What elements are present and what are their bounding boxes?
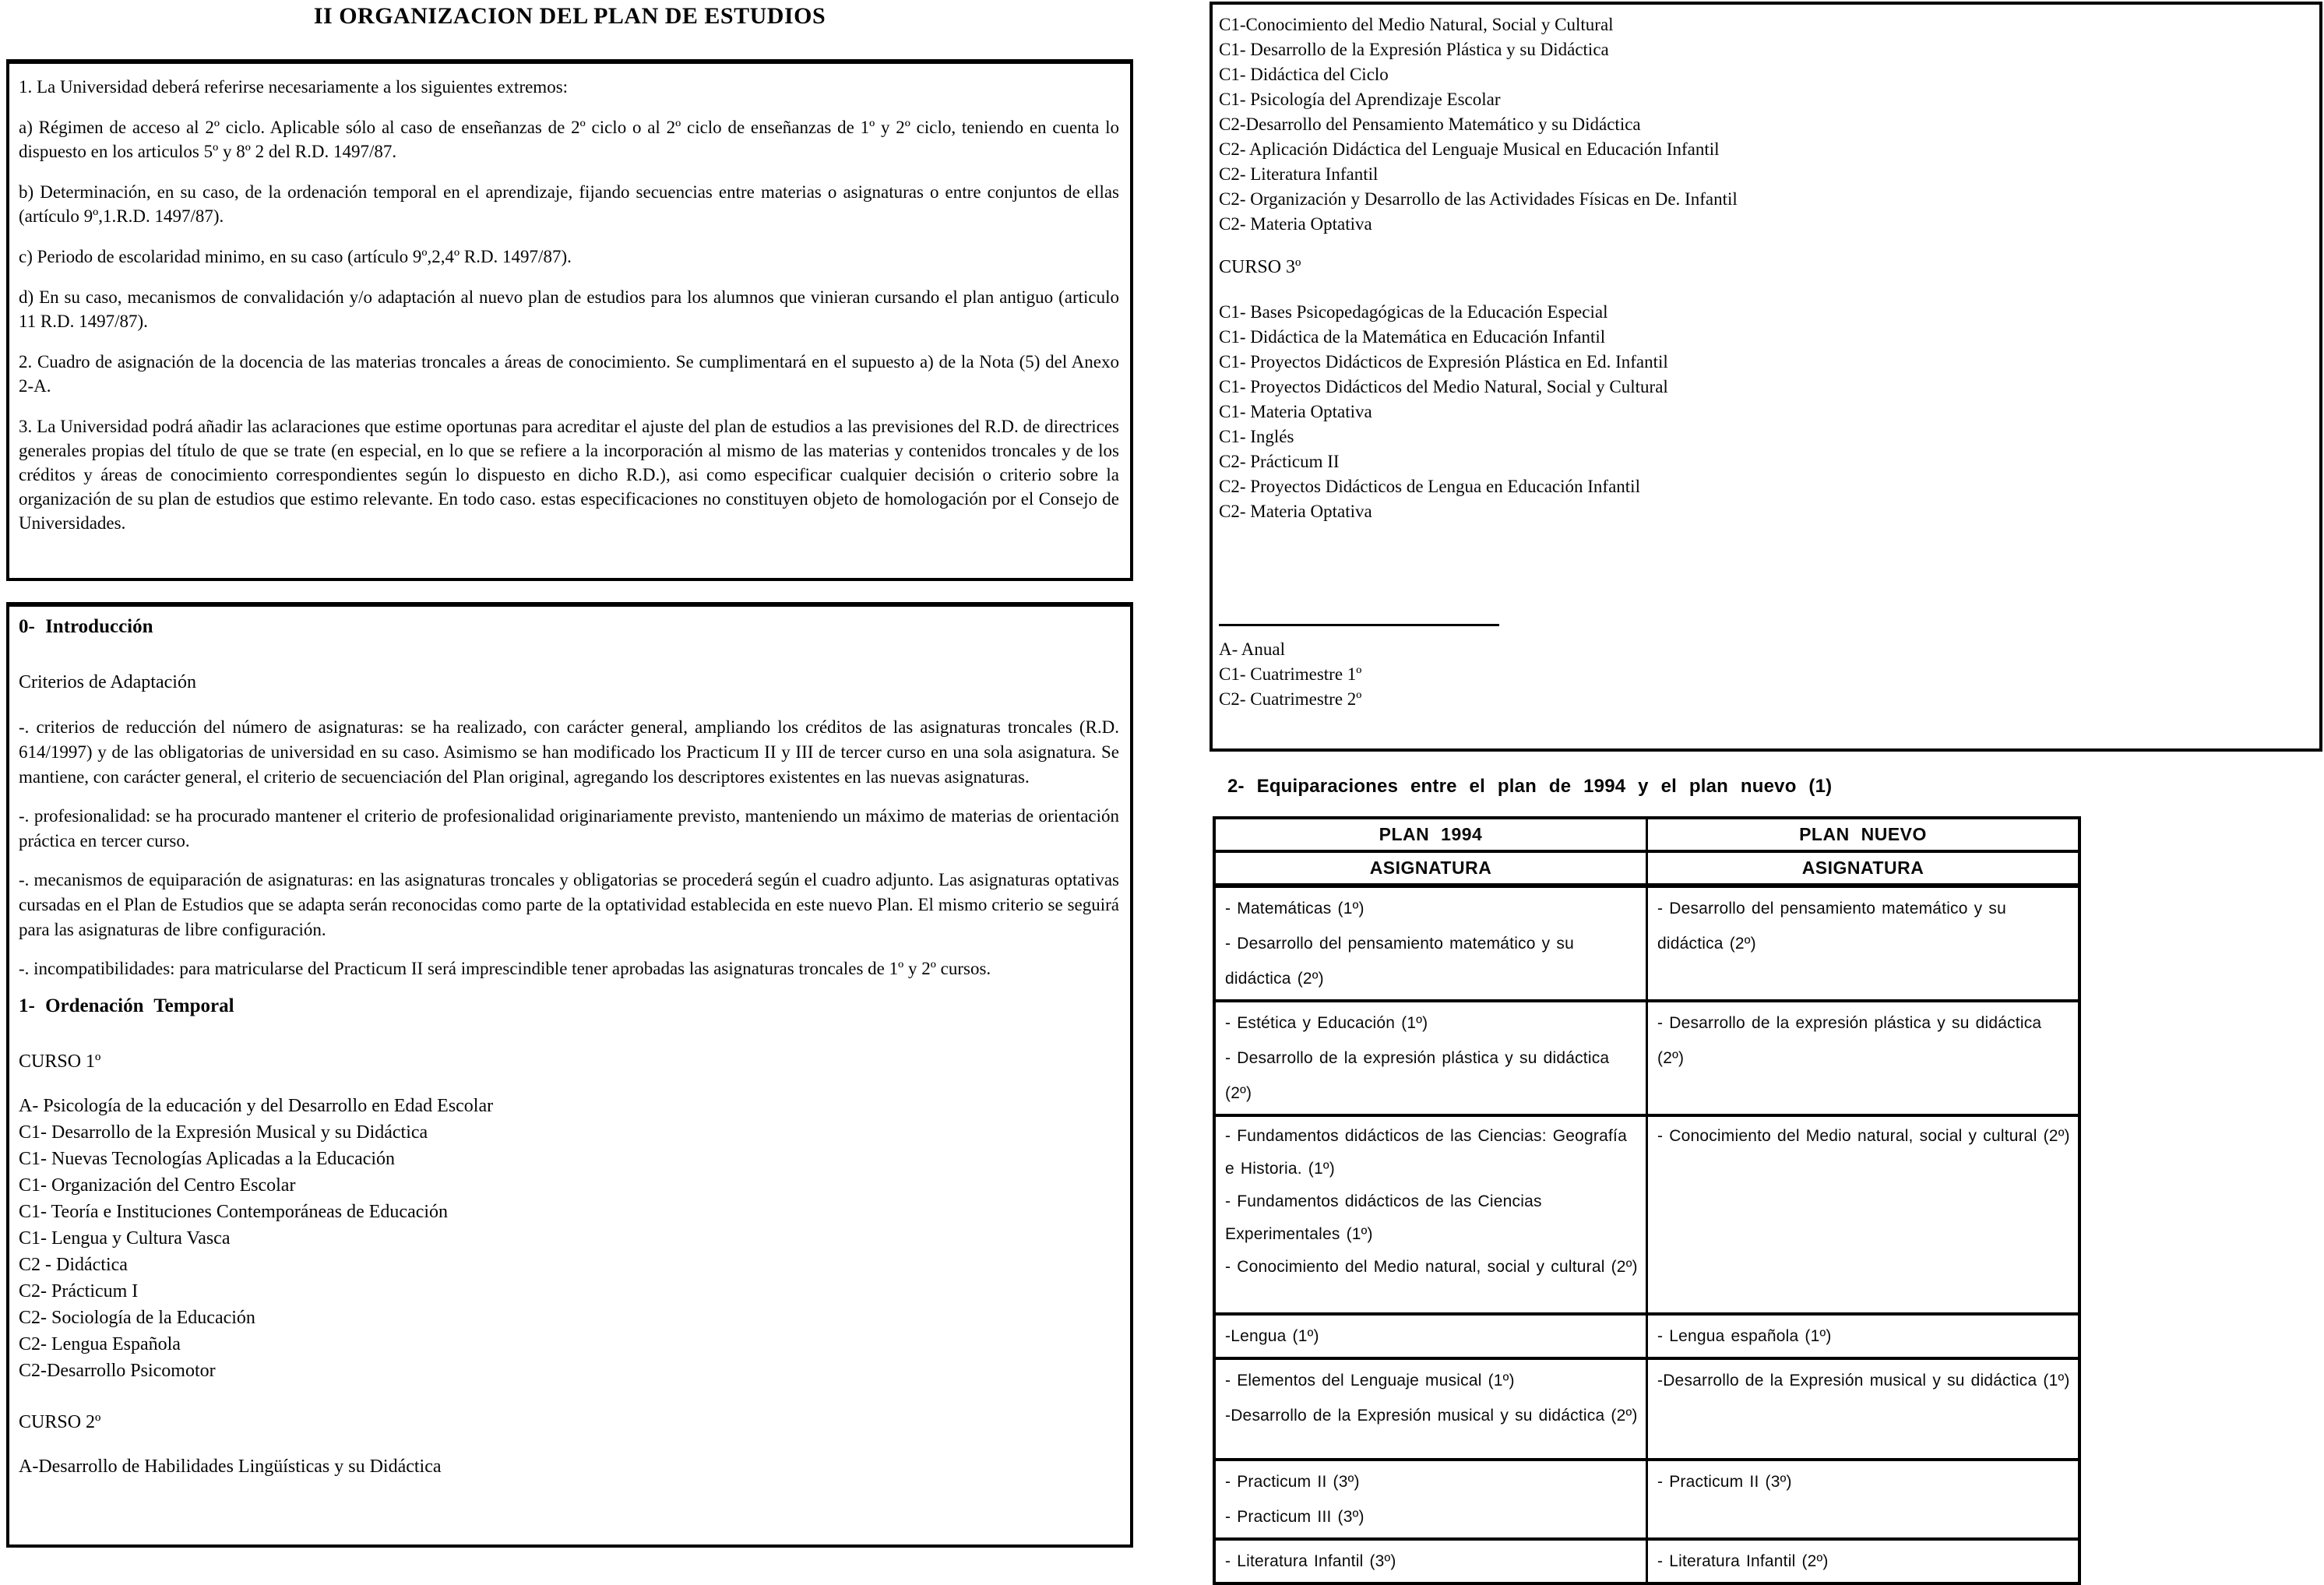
- legend-item: A- Anual: [1219, 639, 1285, 659]
- legend-item: C2- Cuatrimestre 2º: [1219, 689, 1362, 709]
- paragraph: -. profesionalidad: se ha procurado mantener el criterio de profesionalidad originariamente previsto, manteniendo un máximo de materias de orientación práctica en tercer curso.: [19, 806, 1119, 851]
- course-item: C1- Teoría e Instituciones Contemporáneas de Educación: [19, 1202, 449, 1222]
- page-title: II ORGANIZACION DEL PLAN DE ESTUDIOS: [313, 3, 826, 29]
- course-item: C2 - Didáctica: [19, 1255, 128, 1275]
- cell-plan_1994: [1214, 1358, 1647, 1460]
- subject-item: - Desarrollo de la expresión plástica y su didáctica (2º): [1225, 1049, 1610, 1102]
- subject-item: - Conocimiento del Medio natural, social y cultural (2º): [1657, 1127, 2070, 1145]
- subject-item: - Practicum II (3º): [1657, 1473, 1792, 1491]
- plan-nuevo-header: PLAN NUEVO: [1647, 818, 2080, 851]
- cell-plan_1994: [1214, 1539, 1647, 1583]
- course-item: C2- Proyectos Didácticos de Lengua en Educación Infantil: [1219, 477, 1640, 496]
- paragraph: -. criterios de reducción del número de asignaturas: se ha realizado, con carácter general, ampliando los créditos de las asignaturas troncales (R.D. 614/1997) y de las obligatorias de universidad en su caso. Asimismo se han modificado los Practicum II y III de tercer curso en una sola asignatura. Se mantiene, con carácter general, el criterio de secuenciación del Plan original, agregando los descriptores existentes en las nuevas asignaturas.: [19, 717, 1119, 787]
- equivalence-row: [1214, 886, 2079, 1001]
- cell-plan_nuevo: [1647, 1001, 2080, 1115]
- subject-item: - Fundamentos didácticos de las Ciencias Experimentales (1º): [1225, 1192, 1542, 1243]
- course-item: C2- Lengua Española: [19, 1334, 181, 1354]
- cell-plan_1994: [1214, 1115, 1647, 1314]
- course-item: C2- Prácticum II: [1219, 452, 1340, 471]
- course-item: C1- Inglés: [1219, 427, 1294, 446]
- course-item: C2- Aplicación Didáctica del Lenguaje Musical en Educación Infantil: [1219, 139, 1720, 159]
- section-0-heading: 0- Introducción: [19, 616, 153, 637]
- paragraph: b) Determinación, en su caso, de la ordenación temporal en el aprendizaje, fijando secuencias entre materias o asignaturas o entre conjuntos de ellas (artículo 9º,1.R.D. 1497/87).: [19, 182, 1119, 226]
- course-item: C2- Materia Optativa: [1219, 214, 1372, 234]
- subject-item: - Practicum II (3º): [1225, 1473, 1360, 1491]
- adaptation-criteria-paragraphs: [19, 715, 1119, 981]
- subject-item: -Desarrollo de la Expresión musical y su didáctica (1º): [1657, 1372, 2070, 1390]
- curso2-course-list-continued: [1219, 12, 2312, 237]
- curso2-curso3-box: [1210, 2, 2322, 752]
- paragraph: d) En su caso, mecanismos de convalidación y/o adaptación al nuevo plan de estudios para los alumnos que vinieran cursando el plan antiguo (articulo 11 R.D. 1497/87).: [19, 287, 1119, 331]
- course-item: C1- Lengua y Cultura Vasca: [19, 1228, 231, 1249]
- curso1-label: CURSO 1º: [19, 1051, 101, 1072]
- requirements-box: [6, 59, 1133, 581]
- subject-item: - Literatura Infantil (3º): [1225, 1552, 1396, 1570]
- cell-plan_nuevo: [1647, 1115, 2080, 1314]
- subject-item: - Desarrollo del pensamiento matemático y su didáctica (2º): [1225, 935, 1574, 988]
- asignatura-header-right: ASIGNATURA: [1647, 851, 2080, 886]
- paragraph: 2. Cuadro de asignación de la docencia de las materias troncales a áreas de conocimiento. Se cumplimentará en el supuesto a) de la Nota (5) del Anexo 2-A.: [19, 352, 1119, 396]
- curso3-course-list: [1219, 300, 2312, 524]
- subject-item: -Desarrollo de la Expresión musical y su didáctica (2º): [1225, 1407, 1638, 1425]
- paragraph: a) Régimen de acceso al 2º ciclo. Aplicable sólo al caso de enseñanzas de 2º ciclo o al 2º ciclo de enseñanzas de 1º y 2º ciclo, teniendo en cuenta lo dispuesto en los articulos 5º y 8º 2 del R.D. 1497/87.: [19, 118, 1119, 161]
- subject-item: - Desarrollo de la expresión plástica y su didáctica (2º): [1657, 1014, 2042, 1067]
- plan-header-row: [1214, 818, 2079, 851]
- subject-item: -Lengua (1º): [1225, 1327, 1319, 1345]
- legend-divider: [1219, 624, 1499, 626]
- equivalence-row: [1214, 1539, 2079, 1583]
- course-item: C1- Didáctica de la Matemática en Educación Infantil: [1219, 327, 1606, 347]
- equivalence-row: [1214, 1314, 2079, 1358]
- subject-item: - Literatura Infantil (2º): [1657, 1552, 1829, 1570]
- course-item: C1- Desarrollo de la Expresión Plástica y su Didáctica: [1219, 40, 1609, 59]
- paragraph: c) Periodo de escolaridad minimo, en su caso (artículo 9º,2,4º R.D. 1497/87).: [19, 247, 572, 266]
- paragraph: 3. La Universidad podrá añadir las aclaraciones que estime oportunas para acreditar el ajuste del plan de estudios a las previsiones del R.D. de directrices generales propias del título de que se trate (en especial, en lo que se refiere a la incorporación al mismo de las materias y contenidos troncales y de los créditos y áreas de conocimiento correspondientes según lo dispuesto en dicho R.D.), asi como especificar cualquier decisión o criterio sobre la organización de su plan de estudios que estimo relevante. En todo caso. estas especificaciones no constituyen objeto de homologación por el Consejo de Universidades.: [19, 417, 1119, 533]
- subject-item: - Matemáticas (1º): [1225, 900, 1364, 918]
- course-item: C1- Bases Psicopedagógicas de la Educación Especial: [1219, 302, 1608, 322]
- course-item: C2- Literatura Infantil: [1219, 164, 1379, 184]
- curso3-label: CURSO 3º: [1219, 257, 1301, 277]
- cell-plan_nuevo: [1647, 1358, 2080, 1460]
- course-item: C1- Proyectos Didácticos de Expresión Plástica en Ed. Infantil: [1219, 352, 1668, 372]
- equivalence-row: [1214, 1460, 2079, 1539]
- subject-item: - Estética y Educación (1º): [1225, 1014, 1428, 1032]
- legend-item: C1- Cuatrimestre 1º: [1219, 664, 1362, 684]
- course-item: C2- Sociología de la Educación: [19, 1308, 255, 1328]
- course-item: C1- Didáctica del Ciclo: [1219, 65, 1389, 84]
- criterios-adaptacion-heading: Criterios de Adaptación: [19, 672, 196, 692]
- cell-plan_nuevo: [1647, 1460, 2080, 1539]
- equivalence-row: [1214, 1358, 2079, 1460]
- cell-plan_1994: [1214, 886, 1647, 1001]
- course-item: C2- Organización y Desarrollo de las Actividades Físicas en De. Infantil: [1219, 189, 1738, 209]
- cell-plan_1994: [1214, 1460, 1647, 1539]
- course-item: C2- Prácticum I: [19, 1281, 139, 1301]
- curso2-course-list-start: [19, 1453, 1119, 1480]
- term-legend: [1219, 637, 2312, 712]
- course-item: C2-Desarrollo del Pensamiento Matemático y su Didáctica: [1219, 114, 1641, 134]
- course-item: C1- Psicología del Aprendizaje Escolar: [1219, 90, 1501, 109]
- cell-plan_1994: [1214, 1314, 1647, 1358]
- asignatura-header-row: [1214, 851, 2079, 886]
- paragraph: -. incompatibilidades: para matricularse del Practicum II será imprescindible tener aprobadas las asignaturas troncales de 1º y 2º cursos.: [19, 959, 991, 978]
- paragraph: 1. La Universidad deberá referirse necesariamente a los siguientes extremos:: [19, 77, 569, 97]
- subject-item: - Elementos del Lenguaje musical (1º): [1225, 1372, 1515, 1390]
- asignatura-header-left: ASIGNATURA: [1214, 851, 1647, 886]
- equivalences-heading: 2- Equiparaciones entre el plan de 1994 y el plan nuevo (1): [1227, 776, 1833, 797]
- cell-plan_1994: [1214, 1001, 1647, 1115]
- equivalence-row: [1214, 1001, 2079, 1115]
- course-item: C1- Proyectos Didácticos del Medio Natural, Social y Cultural: [1219, 377, 1668, 396]
- subject-item: - Desarrollo del pensamiento matemático y su didáctica (2º): [1657, 900, 2006, 953]
- course-item: C1- Organización del Centro Escolar: [19, 1175, 296, 1196]
- section-1-heading: 1- Ordenación Temporal: [19, 995, 234, 1016]
- course-item: C1- Nuevas Tecnologías Aplicadas a la Educación: [19, 1149, 396, 1169]
- plan-1994-header: PLAN 1994: [1214, 818, 1647, 851]
- paragraph: -. mecanismos de equiparación de asignaturas: en las asignaturas troncales y obligatorias se procederá según el cuadro adjunto. Las asignaturas optativas cursadas en el Plan de Estudios que se adapta serán reconocidas como parte de la optatividad establecida en este nuevo Plan. El mismo criterio se seguirá para las asignaturas de libre configuración.: [19, 870, 1119, 939]
- requirements-paragraphs: [19, 75, 1119, 535]
- course-item: A-Desarrollo de Habilidades Lingüísticas y su Didáctica: [19, 1456, 442, 1477]
- subject-item: - Lengua española (1º): [1657, 1327, 1832, 1345]
- course-item: C2- Materia Optativa: [1219, 502, 1372, 521]
- cell-plan_nuevo: [1647, 1539, 2080, 1583]
- cell-plan_nuevo: [1647, 1314, 2080, 1358]
- subject-item: - Practicum III (3º): [1225, 1508, 1364, 1526]
- cell-plan_nuevo: [1647, 886, 2080, 1001]
- course-item: A- Psicología de la educación y del Desarrollo en Edad Escolar: [19, 1096, 494, 1116]
- equivalence-row: [1214, 1115, 2079, 1314]
- curso1-course-list: [19, 1093, 1119, 1384]
- introduction-box: [6, 602, 1133, 1548]
- course-item: C1- Desarrollo de la Expresión Musical y su Didáctica: [19, 1122, 428, 1143]
- course-item: C1- Materia Optativa: [1219, 402, 1372, 421]
- subject-item: - Fundamentos didácticos de las Ciencias: Geografía e Historia. (1º): [1225, 1127, 1627, 1178]
- spacer: [1219, 524, 2312, 624]
- equivalences-table: [1213, 816, 2081, 1585]
- subject-item: - Conocimiento del Medio natural, social y cultural (2º): [1225, 1258, 1638, 1276]
- course-item: C2-Desarrollo Psicomotor: [19, 1361, 216, 1381]
- course-item: C1-Conocimiento del Medio Natural, Social y Cultural: [1219, 15, 1614, 34]
- curso2-label: CURSO 2º: [19, 1412, 101, 1432]
